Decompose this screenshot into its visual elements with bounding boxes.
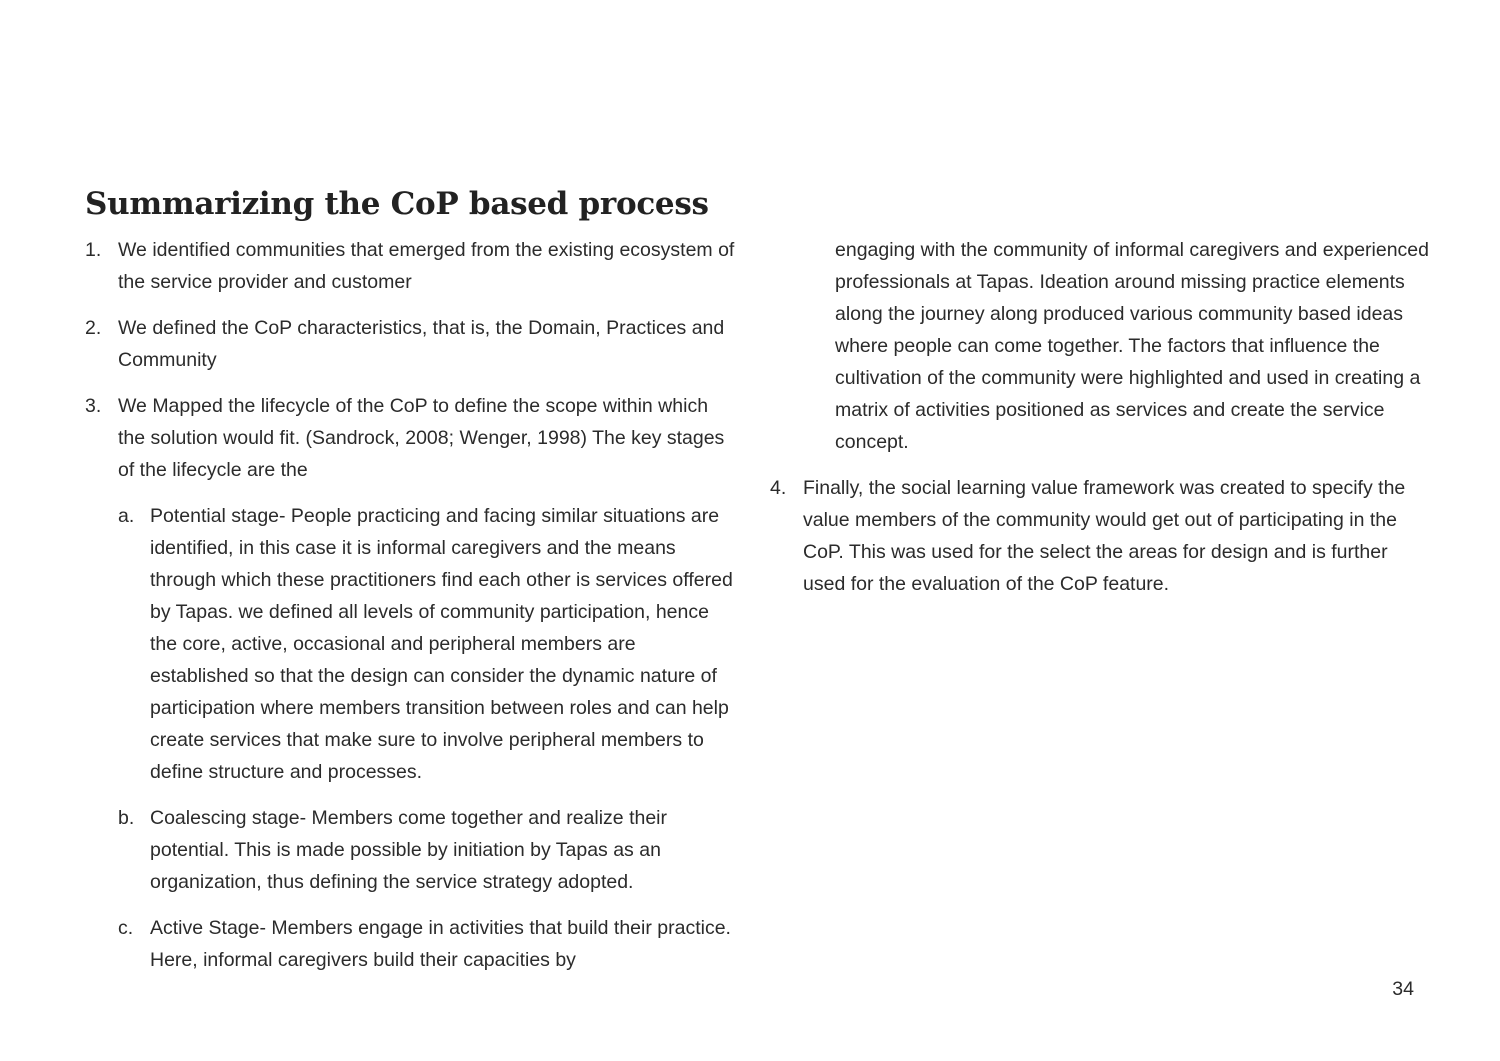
sublist-item-a-text: Potential stage- People practicing and facing similar situations are identified, in this case it is informal caregivers and the means through which these practitioners find each other is services offered by Tapas. we defined all levels of community participation, hence the core, active, occasional and peripheral members are established so that the design can consider the dynamic nature of participation where members transition between roles and can help create services that make sure to involve peripheral members to define structure and processes. [150,505,733,783]
sublist-item-b-text: Coalescing stage- Members come together and realize their potential. This is made possible by initiation by Tapas as an organization, thus defining the service strategy adopted. [150,807,668,893]
sublist-letter-c: c. [118,917,134,939]
page-number: 34 [1392,978,1414,1000]
sublist-letter-a: a. [118,505,135,527]
sublist-letter-b: b. [118,807,135,829]
list-item-2 [85,312,735,376]
sublist-item-c-text: Active Stage- Members engage in activities that build their practice. Here, informal caregivers build their capacities by [150,917,731,971]
list-item-2-text: We defined the CoP characteristics, that is, the Domain, Practices and Community [118,317,725,371]
right-column [770,234,1430,614]
list-item-4 [770,472,1430,600]
list-item-3 [85,390,735,976]
list-item-4-text: Finally, the social learning value framework was created to specify the value members of the community would get out of participating in the CoP. This was used for the select the areas for design and is further used for the evaluation of the CoP feature. [803,477,1406,595]
list-number-1: 1. [85,239,102,261]
list-item-3-text: We Mapped the lifecycle of the CoP to define the scope within which the solution would fit. (Sandrock, 2008; Wenger, 1998) The key stages of the lifecycle are the [118,395,725,481]
list-number-4: 4. [770,477,787,499]
sublist-item-c [118,912,735,976]
list-number-3: 3. [85,395,102,417]
list-item-1-text: We identified communities that emerged from the existing ecosystem of the service provider and customer [118,239,735,293]
sublist-item-b [118,802,735,898]
sublist-item-c-continuation: engaging with the community of informal caregivers and experienced professionals at Tapas. Ideation around missing practice elements along the journey along produced various community based ideas where people can come together. The factors that influence the cultivation of the community were highlighted and used in creating a matrix of activities positioned as services and create the service concept. [835,239,1429,453]
list-item-1 [85,234,735,298]
sublist-item-a [118,500,735,788]
left-column [85,234,735,990]
list-number-2: 2. [85,317,102,339]
page-title: Summarizing the CoP based process [85,186,709,222]
